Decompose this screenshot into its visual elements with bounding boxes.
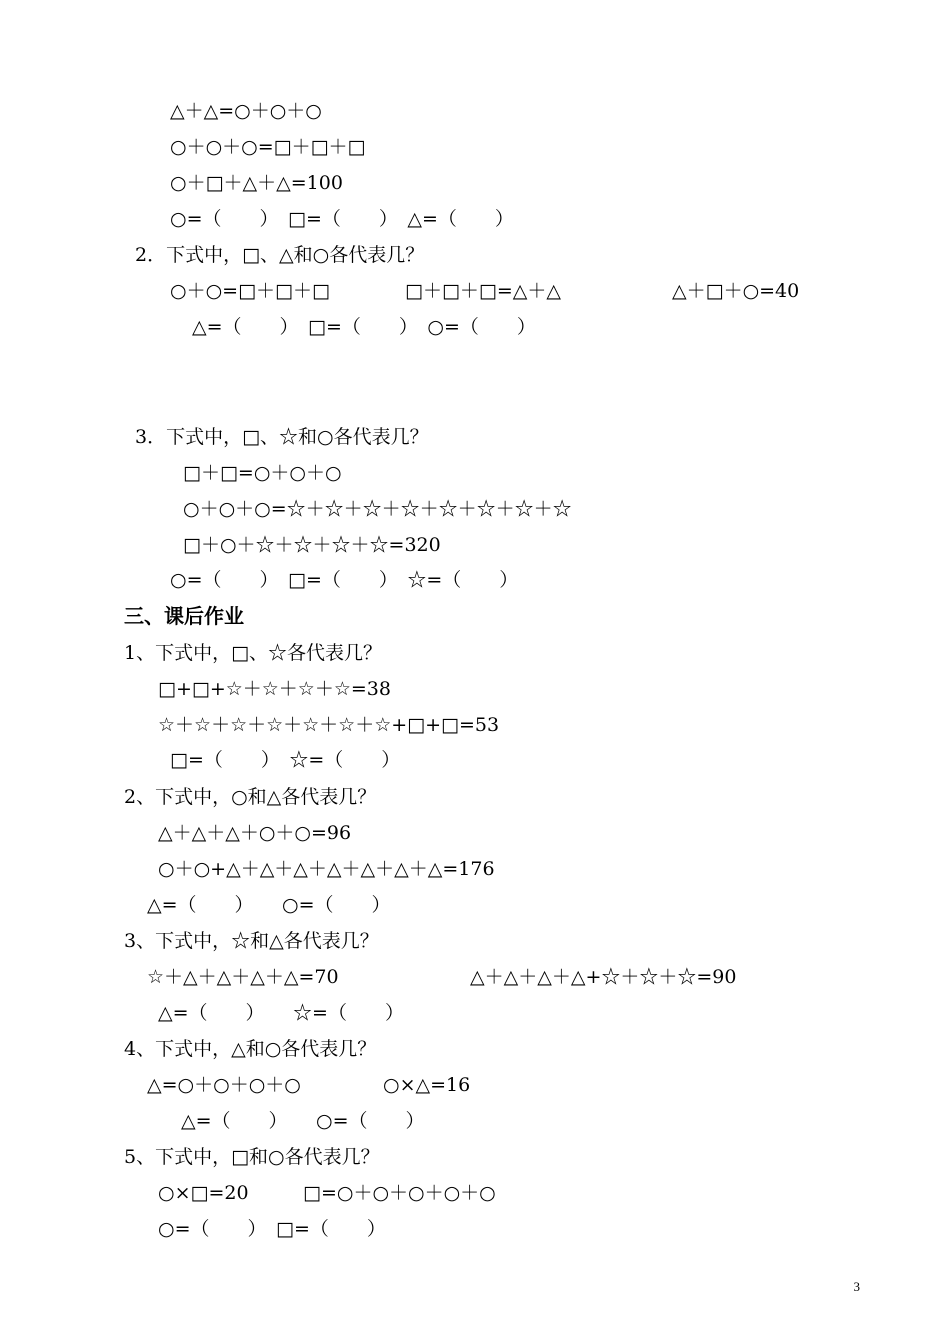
equation-line: □+□+☆＋☆＋☆＋☆=38 [158, 678, 391, 700]
equation-line: ○＋○＋○=□＋□＋□ [170, 136, 366, 158]
equation: △=○＋○＋○＋○ [147, 1074, 301, 1096]
equation: ○×△=16 [383, 1074, 471, 1096]
page-number: 3 [853, 1279, 860, 1294]
equation-line: □＋□=○＋○＋○ [183, 462, 342, 484]
equation-line: ○＋○＋○=☆＋☆＋☆＋☆＋☆＋☆＋☆＋☆ [183, 498, 572, 520]
equation: ○＋○=□＋□＋□ [170, 280, 330, 302]
equation: ○×□=20 [158, 1182, 249, 1204]
answer-line: ○=（ ） □=（ ） △=（ ） [170, 208, 514, 230]
problem-title: 1、下式中，□、☆各代表几？ [124, 642, 383, 664]
equation-line: ☆＋☆＋☆＋☆＋☆＋☆＋☆+□+□=53 [158, 714, 500, 736]
section-heading: 三、课后作业 [124, 604, 244, 628]
answer-line: △=（ ） ○=（ ） [147, 894, 391, 916]
answer-line: △=（ ） ☆=（ ） [158, 1002, 404, 1024]
problem-title: 4、下式中，△和○各代表几？ [124, 1038, 377, 1060]
equation: △＋△＋△＋△+☆＋☆＋☆=90 [470, 966, 737, 988]
answer-line: ○=（ ） □=（ ） ☆=（ ） [170, 569, 519, 591]
equation: □=○＋○＋○＋○＋○ [303, 1182, 496, 1204]
answer-line: □=（ ） ☆=（ ） [170, 749, 401, 771]
equation-line: ○＋○+△＋△＋△＋△＋△＋△＋△=176 [158, 858, 495, 880]
equation: □＋□＋□=△＋△ [405, 280, 561, 302]
problem-title: 5、下式中，□和○各代表几？ [124, 1146, 380, 1168]
answer-line: ○=（ ） □=（ ） [158, 1218, 386, 1240]
problem-title: 2、下式中，○和△各代表几？ [124, 786, 377, 808]
equation-line: △＋△=○＋○＋○ [170, 100, 322, 122]
equation: △＋□＋○=40 [672, 280, 800, 302]
equation-line: □＋○＋☆＋☆＋☆＋☆=320 [183, 534, 441, 556]
answer-line: △=（ ） ○=（ ） [181, 1110, 425, 1132]
problem-title: 3．下式中，□、☆和○各代表几？ [135, 426, 429, 448]
equation-line: ○＋□＋△＋△=100 [170, 172, 343, 194]
answer-line: △=（ ） □=（ ） ○=（ ） [192, 316, 536, 338]
problem-title: 2．下式中，□、△和○各代表几？ [135, 244, 425, 266]
equation-line: △＋△＋△＋○＋○=96 [158, 822, 352, 844]
problem-title: 3、下式中，☆和△各代表几？ [124, 930, 379, 952]
equation: ☆＋△＋△＋△＋△=70 [147, 966, 339, 988]
